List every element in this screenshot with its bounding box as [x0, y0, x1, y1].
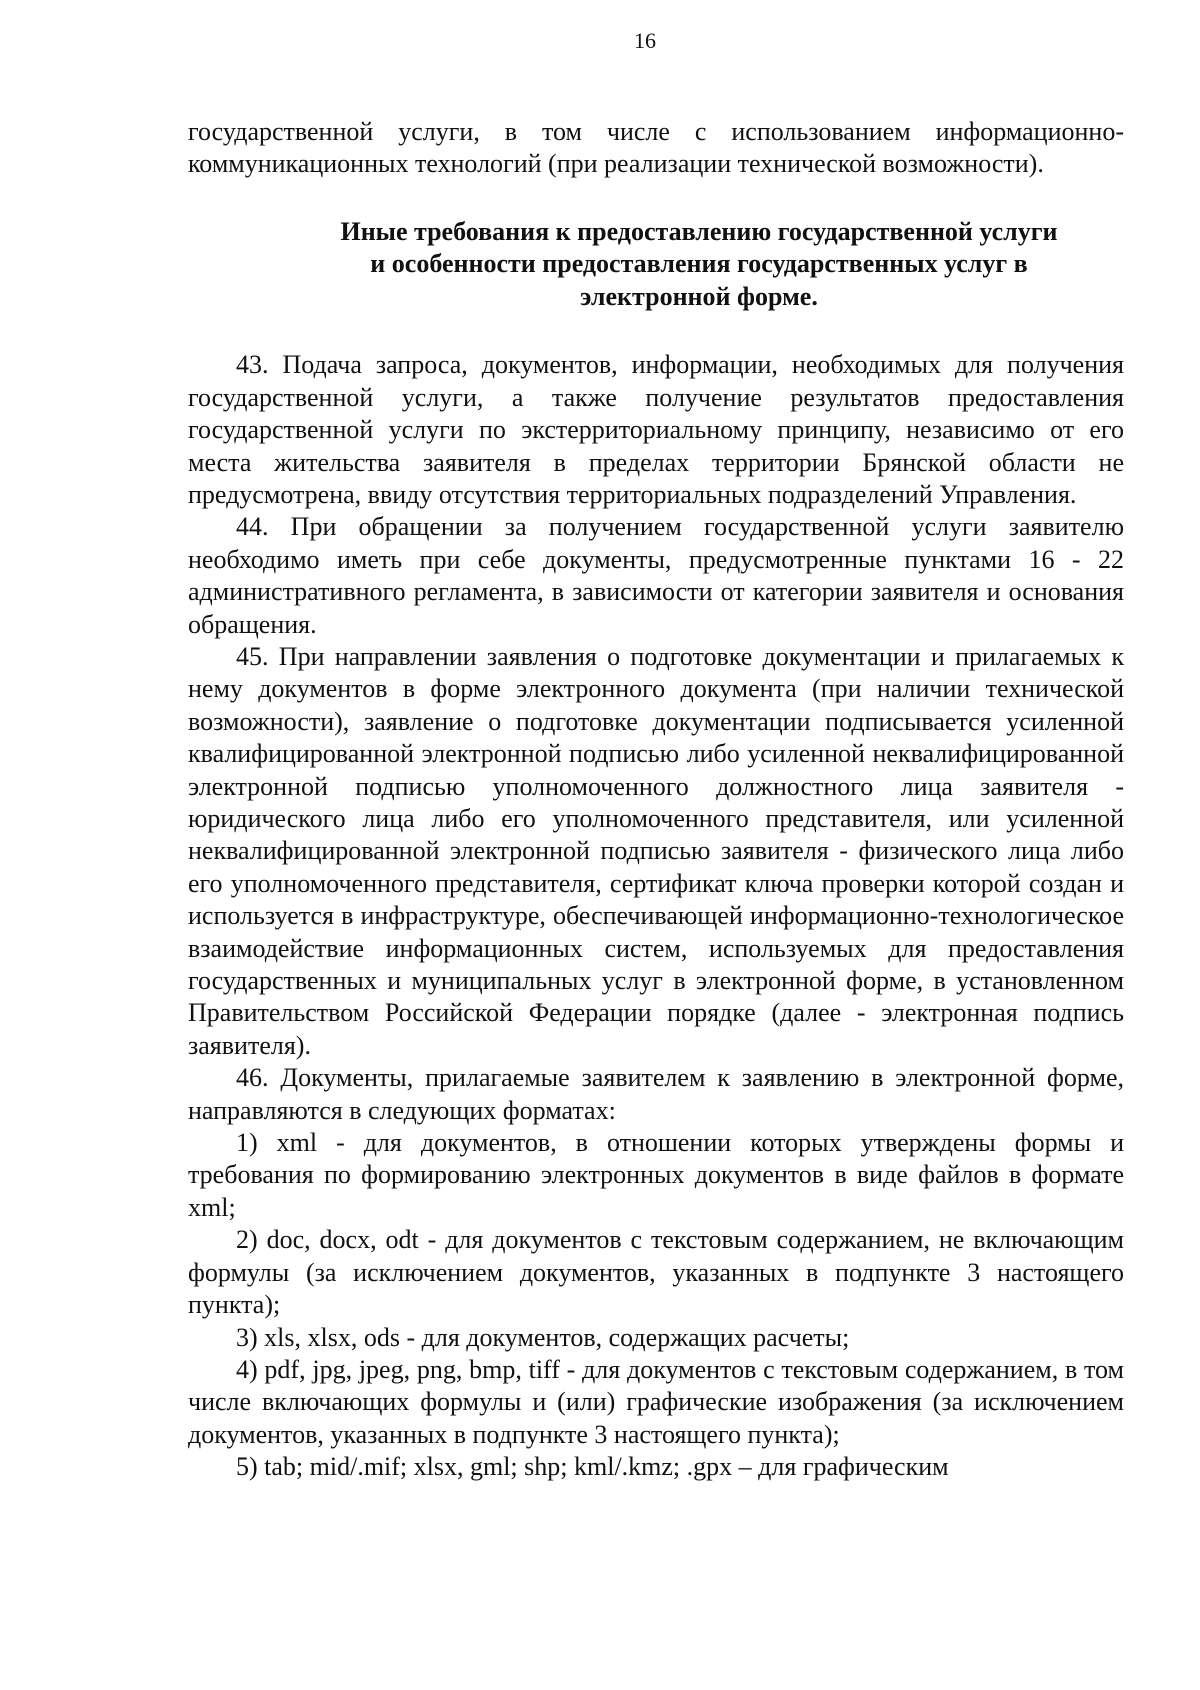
list-item-4: 4) pdf, jpg, jpeg, png, bmp, tiff - для документов с текстовым содержанием, в том числе включающих формулы и (или) графические изображения (за исключением документов, указанных в подпункте 3 настоящего пункта);	[188, 1354, 1124, 1449]
section-heading	[274, 216, 1124, 314]
intro-paragraph: государственной услуги, в том числе с использованием информационно-коммуникационных технологий (при реализации технической возможности).	[188, 117, 1124, 179]
document-body	[188, 116, 1124, 1484]
paragraph-45: 45. При направлении заявления о подготовке документации и прилагаемых к нему документов в форме электронного документа (при наличии технической возможности), заявление о подготовке документации подписывается усиленной квалифицированной электронной подписью либо усиленной неквалифицированной электронной подписью уполномоченного должностного лица заявителя - юридического лица либо его уполномоченного представителя, или усиленной неквалифицированной электронной подписью заявителя - физического лица либо его уполномоченного представителя, сертификат ключа проверки которой создан и используется в инфраструктуре, обеспечивающей информационно-технологическое взаимодействие информационных систем, используемых для предоставления государственных и муниципальных услуг в электронной форме, в установленном Правительством Российской Федерации порядке (далее - электронная подпись заявителя).	[188, 641, 1124, 1060]
paragraph-44: 44. При обращении за получением государственной услуги заявителю необходимо иметь при себе документы, предусмотренные пунктами 16 - 22 административного регламента, в зависимости от категории заявителя и основания обращения.	[188, 512, 1124, 639]
section-heading-line-3: электронной форме.	[580, 281, 818, 311]
list-item-1: 1) xml - для документов, в отношении которых утверждены формы и требования по формированию электронных документов в виде файлов в формате xml;	[188, 1128, 1124, 1222]
page-number: 16	[634, 28, 656, 53]
list-item-2: 2) doc, docx, odt - для документов с текстовым содержанием, не включающим формулы (за исключением документов, указанных в подпункте 3 настоящего пункта);	[188, 1225, 1124, 1320]
section-heading-line-2: и особенности предоставления государственных услуг в	[370, 249, 1028, 279]
paragraph-46: 46. Документы, прилагаемые заявителем к заявлению в электронной форме, направляются в следующих форматах:	[188, 1063, 1124, 1125]
list-item-5: 5) tab; mid/.mif; xlsx, gml; shp; kml/.kmz; .gpx – для графическим	[236, 1452, 949, 1482]
section-heading-line-1: Иные требования к предоставлению государственной услуги	[340, 216, 1058, 246]
list-item-3: 3) xls, xlsx, ods - для документов, содержащих расчеты;	[236, 1322, 850, 1352]
paragraph-43: 43. Подача запроса, документов, информации, необходимых для получения государственной услуги, а также получение результатов предоставления государственной услуги по экстерриториальному принципу, независимо от его места жительства заявителя в пределах территории Брянской области не предусмотрена, ввиду отсутствия территориальных подразделений Управления.	[188, 350, 1124, 509]
